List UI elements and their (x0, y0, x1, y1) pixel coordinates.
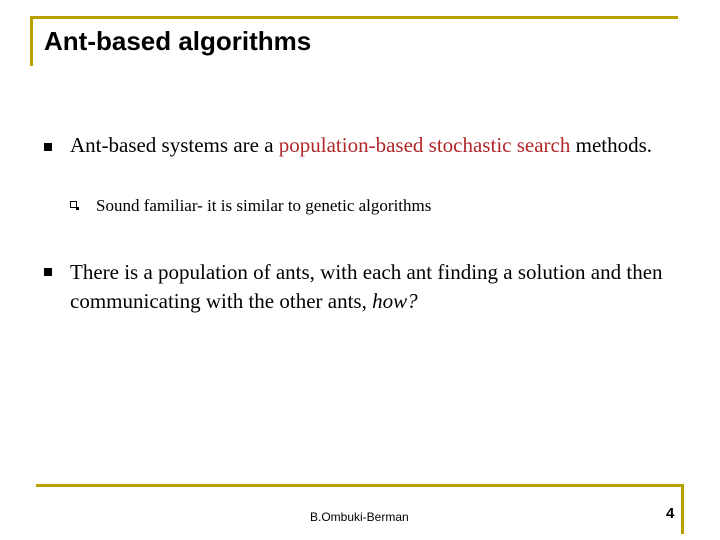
footer-author: B.Ombuki-Berman (310, 510, 409, 524)
square-bullet-icon (44, 143, 52, 151)
slide-title: Ant-based algorithms (44, 26, 312, 56)
bullet-2-italic: how? (372, 289, 418, 313)
bullet-item-2 (70, 258, 690, 316)
bullet-item-1 (70, 132, 670, 159)
bullet-2-text: There is a population of ants, with each ant finding a solution and then communicating with the other ants, (70, 260, 663, 313)
hollow-square-bullet-icon (70, 201, 77, 208)
bullet-1-text-end: methods. (570, 133, 653, 157)
square-bullet-icon (44, 268, 52, 276)
page-number: 4 (666, 505, 675, 522)
bullet-1-text-start: Ant-based systems are a (70, 133, 279, 157)
sub-bullet-item-1: Sound familiar- it is similar to genetic algorithms (96, 196, 432, 215)
bullet-1-highlight: population-based stochastic search (278, 133, 571, 157)
